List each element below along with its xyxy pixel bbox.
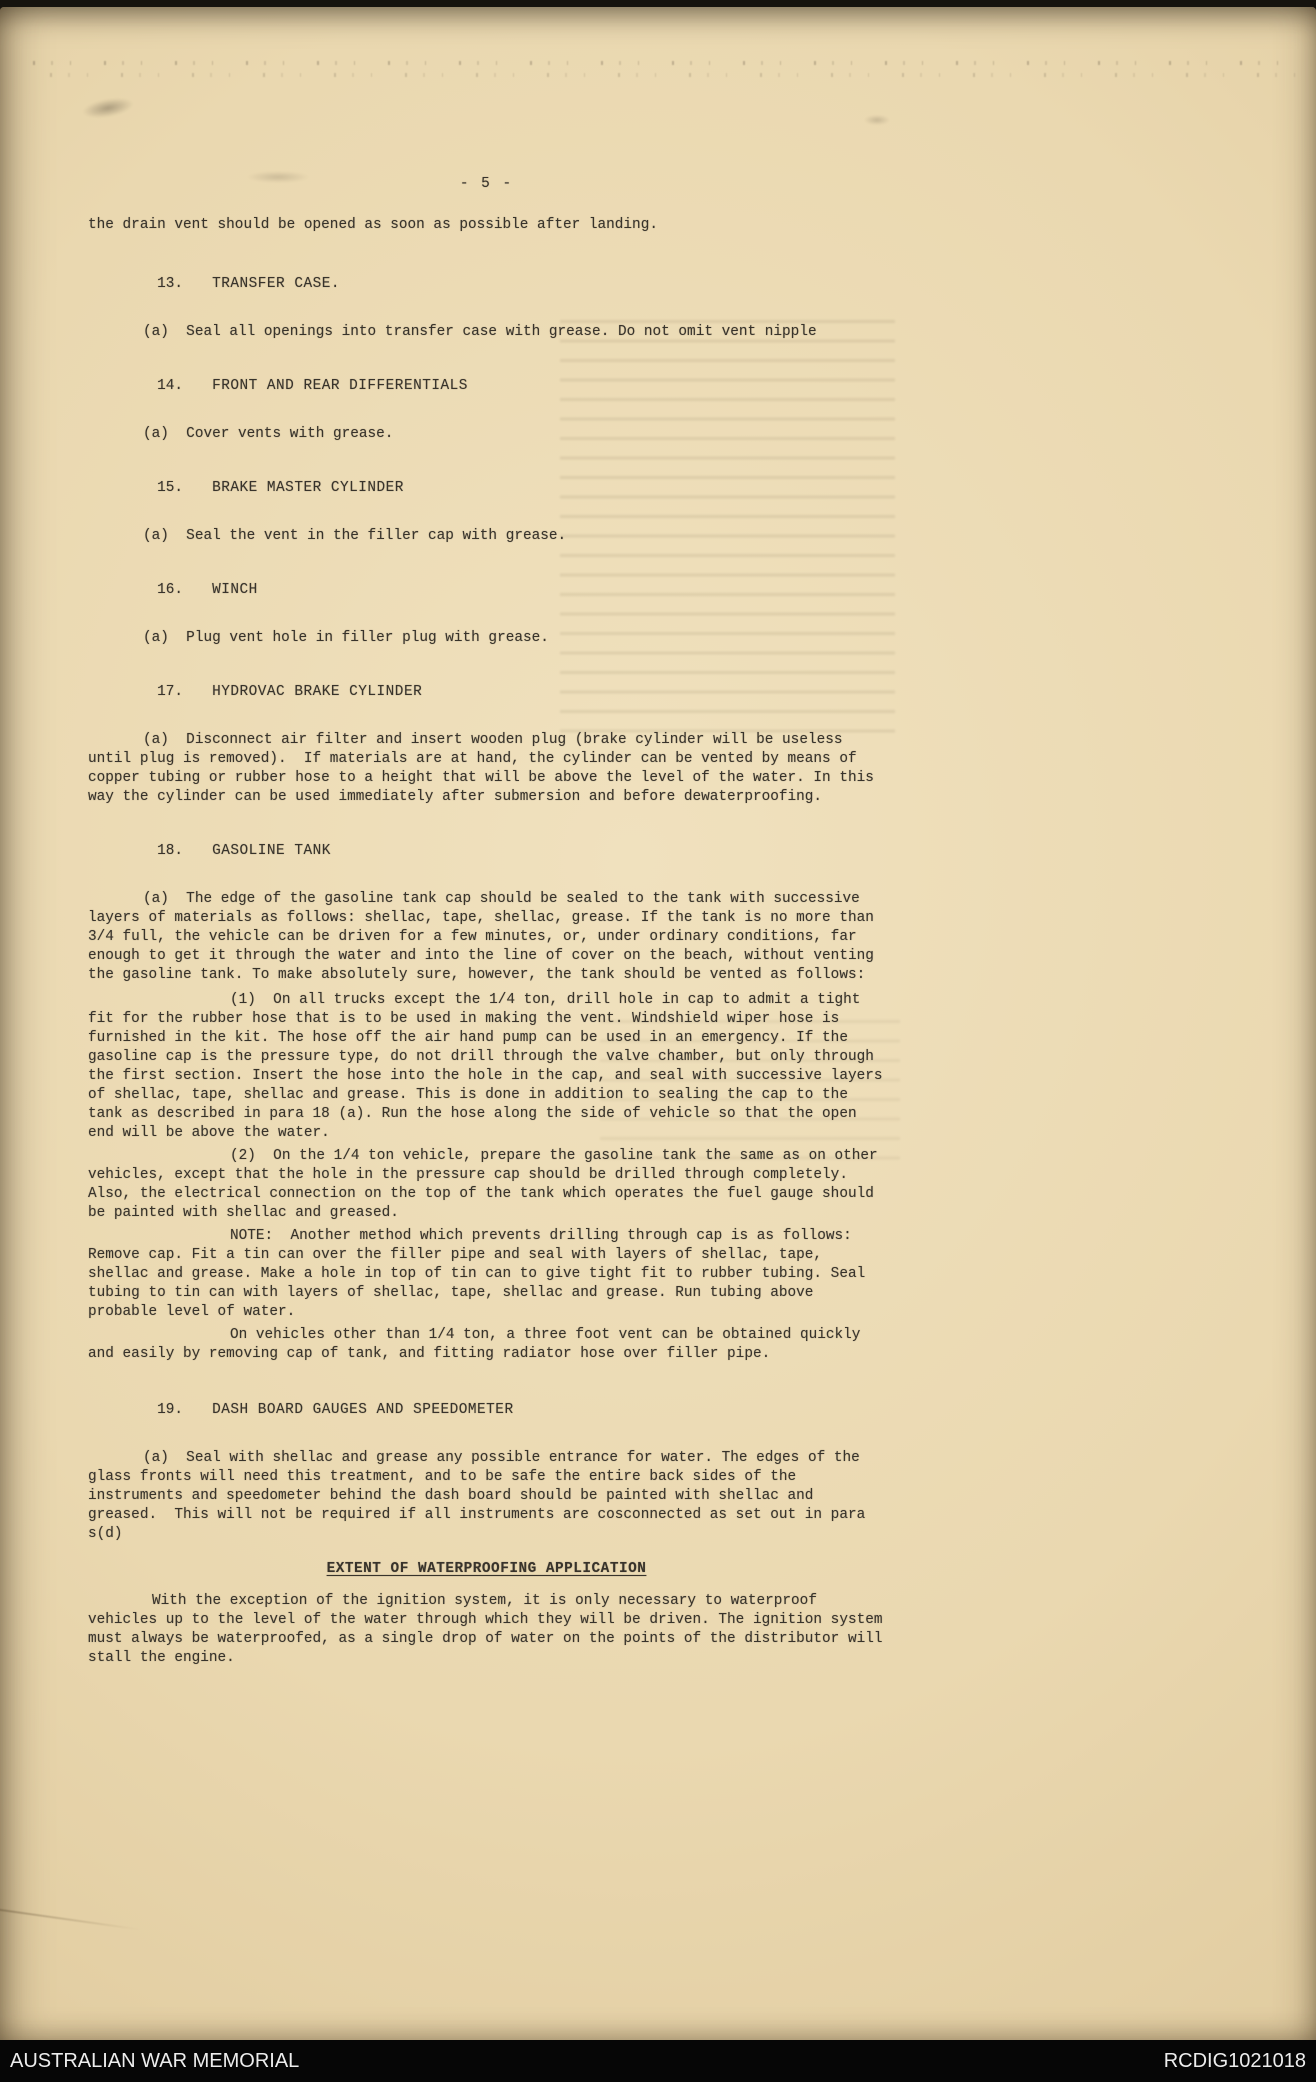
section-heading bbox=[88, 1382, 885, 1439]
subsection-paragraph: (1) On all trucks except the 1/4 ton, drill hole in cap to admit a tight fit for the rubber hose that is to be used in making the vent. Windshield wiper hose is furnished in the kit. The hose off the air hand pump can be used in an emergency. If the gasoline cap is the pressure type, do not drill through the valve chamber, but only through the first section. Insert the hose into the hole in the cap, and seal with successive layers of shellac, tape, shellac and grease. This is done in addition to sealing the cap to the tank as described in para 18 (a). Run the hose along the side of vehicle so that the open end will be above the water. bbox=[88, 992, 892, 1141]
section-dashboard-gauges bbox=[88, 1382, 885, 1544]
section-title: GASOLINE TANK bbox=[212, 843, 331, 859]
subsection-paragraph: (2) On the 1/4 ton vehicle, prepare the gasoline tank the same as on other vehicles, except that the hole in the pressure cap should be drilled through completely. Also, the electrical connection on the top of the tank which operates the fuel gauge should be painted with shellac and greased. bbox=[88, 1148, 887, 1221]
closing-paragraph: With the exception of the ignition system, it is only necessary to waterproof vehicles up to the level of the water through which they will be driven. The ignition system must always be waterproofed, as a single drop of water on the points of the distributor will stall the engine. bbox=[88, 1593, 892, 1666]
section-title: FRONT AND REAR DIFFERENTIALS bbox=[212, 378, 468, 394]
section-number: 16. bbox=[157, 582, 184, 598]
section-gasoline-tank bbox=[88, 823, 892, 1364]
section-title: TRANSFER CASE. bbox=[212, 276, 340, 292]
intro-paragraph: the drain vent should be opened as soon as possible after landing. bbox=[88, 217, 658, 233]
section-heading bbox=[88, 358, 885, 415]
section-paragraph: (a) Seal all openings into transfer case with grease. Do not omit vent nipple bbox=[143, 324, 817, 340]
section-number: 17. bbox=[157, 684, 184, 700]
document-page bbox=[0, 7, 1316, 2040]
section-brake-master-cylinder bbox=[88, 460, 885, 546]
section-number: 19. bbox=[157, 1402, 184, 1418]
section-paragraph: (a) Cover vents with grease. bbox=[143, 426, 394, 442]
section-number: 14. bbox=[157, 378, 184, 394]
section-winch bbox=[88, 562, 885, 648]
section-title: DASH BOARD GAUGES AND SPEEDOMETER bbox=[212, 1402, 514, 1418]
note-paragraph: NOTE: Another method which prevents drilling through cap is as follows: Remove cap. Fit a tin can over the filler pipe and seal with layers of shellac, tape, shellac and grease. Make a hole in top of tin can to give tight fit to rubber tubing. Seal tubing to tin can with layers of shellac, tape, shellac and grease. Run tubing above probable level of water. bbox=[88, 1228, 874, 1320]
section-heading bbox=[88, 823, 885, 880]
section-heading bbox=[88, 460, 885, 517]
section-paragraph: (a) Seal with shellac and grease any possible entrance for water. The edges of the glass fronts will need this treatment, and to be safe the entire back sides of the instruments and speedometer behind the dash board should be painted with shellac and greased. This will not be required if all instruments are cosconnected as set out in para s(d) bbox=[88, 1450, 874, 1542]
section-paragraph: (a) Plug vent hole in filler plug with grease. bbox=[143, 630, 549, 646]
section-title: HYDROVAC BRAKE CYLINDER bbox=[212, 684, 423, 700]
section-hydrovac-brake-cylinder bbox=[88, 664, 885, 807]
section-title: BRAKE MASTER CYLINDER bbox=[212, 480, 404, 496]
section-paragraph: (a) The edge of the gasoline tank cap should be sealed to the tank with successive layers of materials as follows: shellac, tape, shellac, grease. If the tank is no more than 3/4 full, the vehicle can be driven for a few minutes, or, under ordinary conditions, far enough to get it through the water and into the line of cover on the beach, without venting the gasoline tank. To make absolutely sure, however, the tank should be vented as follows: bbox=[88, 891, 883, 983]
page-number: - 5 - bbox=[459, 176, 514, 192]
extent-heading: EXTENT OF WATERPROOFING APPLICATION bbox=[326, 1561, 647, 1577]
section-paragraph: (a) Disconnect air filter and insert wooden plug (brake cylinder will be useless until plug is removed). If materials are at hand, the cylinder can be vented by means of copper tubing or rubber hose to a height that will be above the level of the water. In this way the cylinder can be used immediately after submersion and before dewaterproofing. bbox=[88, 732, 883, 805]
section-heading bbox=[88, 562, 885, 619]
paper-crease bbox=[0, 1908, 139, 1931]
footer-bar bbox=[0, 2040, 1316, 2082]
section-heading bbox=[88, 664, 885, 721]
section-number: 13. bbox=[157, 276, 184, 292]
reference-id: RCDIG1021018 bbox=[1163, 2049, 1306, 2072]
subsection-paragraph: On vehicles other than 1/4 ton, a three foot vent can be obtained quickly and easily by removing cap of tank, and fitting radiator hose over filler pipe. bbox=[88, 1327, 870, 1362]
typed-content bbox=[88, 7, 892, 1668]
section-transfer-case bbox=[88, 256, 885, 342]
archive-name: AUSTRALIAN WAR MEMORIAL bbox=[10, 2049, 300, 2072]
section-paragraph: (a) Seal the vent in the filler cap with grease. bbox=[143, 528, 567, 544]
section-heading bbox=[88, 256, 885, 313]
section-number: 18. bbox=[157, 843, 184, 859]
section-differentials bbox=[88, 358, 885, 444]
section-number: 15. bbox=[157, 480, 184, 496]
section-title: WINCH bbox=[212, 582, 258, 598]
